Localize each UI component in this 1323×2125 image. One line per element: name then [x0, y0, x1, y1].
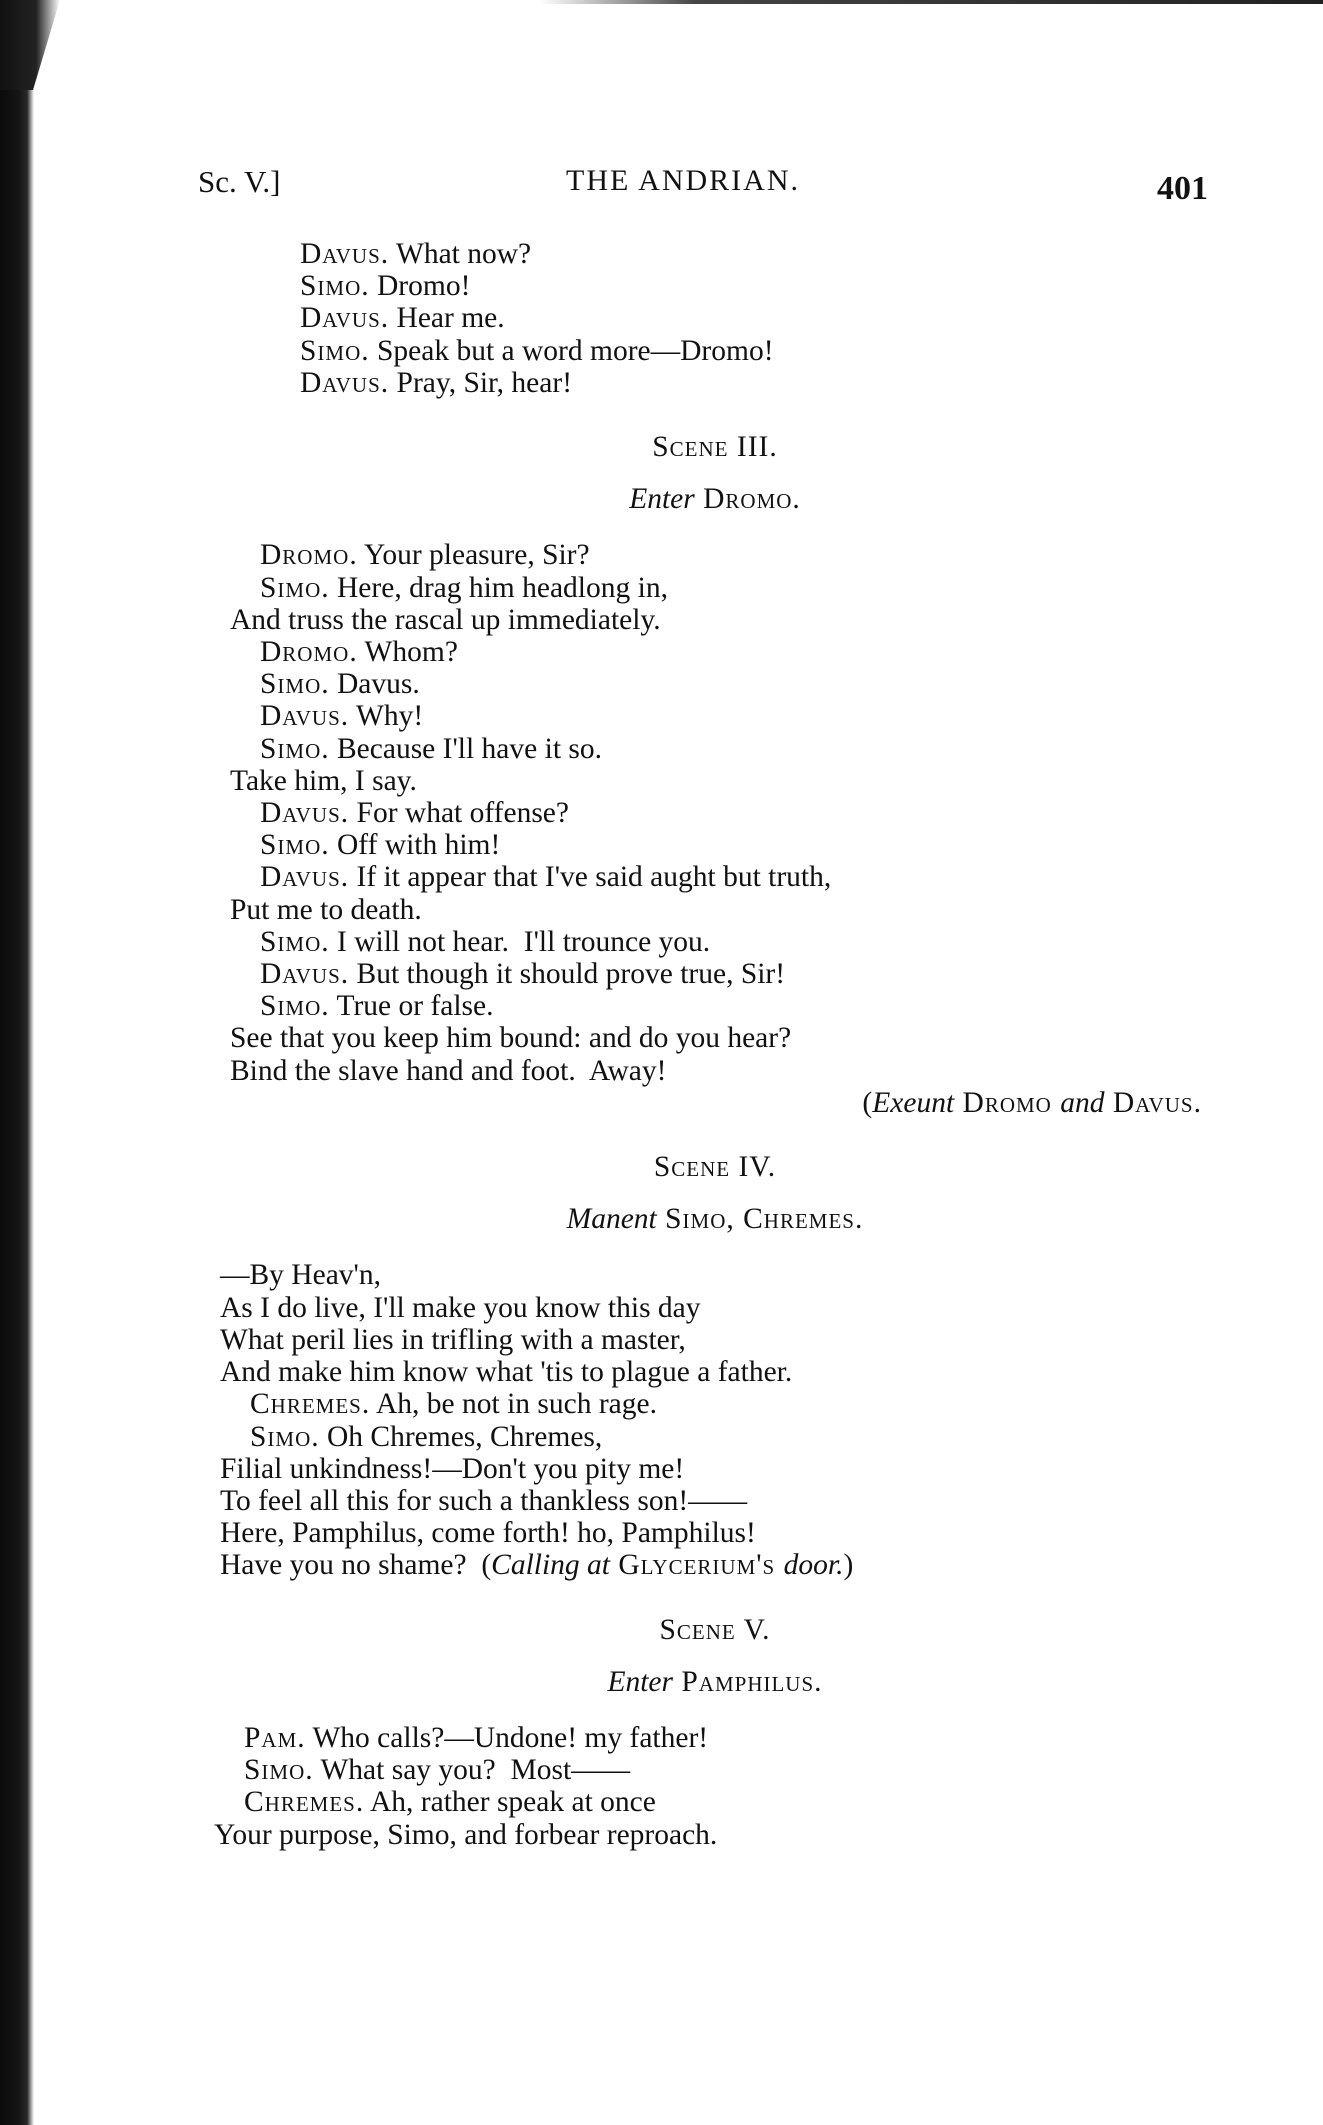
dialogue-line: [230, 861, 1200, 893]
verse-continuation: [230, 1022, 1200, 1054]
line-text: Filial unkindness!—Don't you pity me!: [220, 1452, 685, 1485]
line-text: What peril lies in trifling with a master,: [220, 1323, 686, 1356]
dialogue-block-4: [214, 1722, 1200, 1851]
exit-character: Davus.: [1104, 1086, 1202, 1119]
speaker-name: Davus.: [260, 861, 350, 894]
dialogue-line: [230, 733, 1200, 765]
line-text: Take him, I say.: [230, 764, 417, 797]
speaker-name: Simo.: [260, 571, 330, 604]
speaker-name: Simo.: [260, 990, 330, 1023]
verse-continuation: [230, 765, 1200, 797]
verse-continuation: [230, 1055, 1200, 1087]
paren-close: ): [843, 1549, 854, 1582]
direction-verb: Manent: [566, 1203, 657, 1236]
line-text: Off with him!: [329, 829, 501, 862]
dialogue-line: [220, 1388, 1200, 1420]
speaker-name: Dromo.: [260, 636, 358, 669]
speaker-name: Chremes.: [250, 1388, 371, 1421]
line-text: —By Heav'n,: [220, 1259, 381, 1292]
page-title: THE ANDRIAN.: [566, 164, 800, 197]
line-text: True or false.: [329, 990, 494, 1023]
dialogue-line: [230, 572, 1200, 604]
line-text: Davus.: [329, 668, 420, 701]
section-marker: Sc. V.]: [198, 164, 281, 199]
speaker-name: Simo.: [260, 829, 330, 862]
verse-continuation: [220, 1259, 1200, 1291]
dialogue-line: [220, 1421, 1200, 1453]
dialogue-block-2: [230, 539, 1200, 1119]
line-text: Whom?: [357, 636, 458, 669]
line-text: Here, drag him headlong in,: [329, 571, 668, 604]
speaker-name: Simo.: [244, 1754, 314, 1787]
line-text: Because I'll have it so.: [329, 732, 602, 765]
conjunction: and: [1060, 1086, 1105, 1119]
dialogue-line: [230, 668, 1200, 700]
verse-continuation: [220, 1324, 1200, 1356]
dialogue-line: [214, 1722, 1200, 1754]
dialogue-line: [230, 539, 1200, 571]
verse-continuation: [220, 1517, 1200, 1549]
dialogue-block-3: [220, 1259, 1200, 1581]
line-text: And make him know what 'tis to plague a father.: [220, 1356, 793, 1389]
book-spine-shadow: [0, 0, 34, 2125]
dialogue-line: [214, 1786, 1200, 1818]
paren-open: (: [862, 1086, 873, 1119]
speaker-name: Simo.: [300, 334, 370, 367]
line-text: Speak but a word more—Dromo!: [369, 334, 774, 367]
direction-characters: Simo, Chremes.: [656, 1203, 864, 1236]
direction-verb: Enter: [629, 483, 695, 516]
line-text: Why!: [349, 700, 424, 733]
dialogue-line: [270, 367, 1200, 399]
dialogue-line: [230, 700, 1200, 732]
line-text: Hear me.: [389, 302, 505, 335]
line-text: See that you keep him bound: and do you hear?: [230, 1022, 792, 1055]
exeunt-word: Exeunt: [872, 1086, 955, 1119]
dialogue-block-1: [270, 238, 1200, 399]
line-text: Bind the slave hand and foot. Away!: [230, 1054, 667, 1087]
speaker-name: Davus.: [300, 238, 390, 270]
speaker-name: Davus.: [260, 958, 350, 991]
line-text: For what offense?: [349, 797, 569, 830]
line-text: But though it should prove true, Sir!: [349, 958, 786, 991]
direction-character: Dromo.: [694, 483, 801, 516]
stage-direction: [270, 1203, 1200, 1235]
speaker-name: Davus.: [260, 700, 350, 733]
line-text: To feel all this for such a thankless son!——: [220, 1484, 748, 1517]
line-text: Oh Chremes, Chremes,: [319, 1420, 603, 1453]
stage-direction: [270, 483, 1200, 515]
book-spine-edge: [0, 0, 60, 90]
dialogue-line: [270, 270, 1200, 302]
dialogue-line: [270, 238, 1200, 270]
line-text: Who calls?—Undone! my father!: [305, 1721, 709, 1754]
line-text: And truss the rascal up immediately.: [230, 603, 661, 636]
scene-heading: Scene IV.: [653, 1151, 777, 1184]
scene-heading: Scene V.: [659, 1613, 771, 1646]
speaker-name: Chremes.: [244, 1786, 365, 1819]
verse-continuation: [230, 894, 1200, 926]
verse-continuation: [230, 604, 1200, 636]
line-text: As I do live, I'll make you know this day: [220, 1291, 701, 1324]
speaker-name: Simo.: [260, 925, 330, 958]
speaker-name: Dromo.: [260, 539, 358, 572]
direction-verb: Enter: [607, 1665, 674, 1698]
dialogue-line: [270, 335, 1200, 367]
page-number: 401: [1157, 170, 1208, 207]
calling-line: [220, 1549, 1200, 1581]
speaker-name: Davus.: [300, 366, 390, 399]
verse-continuation: [220, 1485, 1200, 1517]
scene-heading: Scene III.: [652, 431, 778, 464]
dialogue-line: [230, 958, 1200, 990]
speaker-name: Davus.: [260, 797, 350, 830]
line-text: Put me to death.: [230, 893, 422, 926]
running-head: [198, 160, 1208, 210]
line-text: I will not hear. I'll trounce you.: [329, 925, 711, 958]
verse-continuation: [220, 1292, 1200, 1324]
page-top-edge: [540, 0, 1323, 4]
dialogue-line: [214, 1754, 1200, 1786]
direction-character: Pamphilus.: [673, 1665, 823, 1698]
dialogue-line: [230, 990, 1200, 1022]
play-text: [214, 238, 1202, 1851]
speaker-name: Davus.: [300, 302, 390, 335]
verse-continuation: [214, 1819, 1200, 1851]
line-text: Your purpose, Simo, and forbear reproach.: [214, 1818, 718, 1851]
dialogue-line: [230, 926, 1200, 958]
calling-door: door.: [783, 1549, 844, 1582]
line-text: Your pleasure, Sir?: [357, 539, 590, 572]
calling-direction: Calling at: [491, 1549, 610, 1582]
line-text: Ah, rather speak at once: [364, 1786, 656, 1819]
speaker-name: Simo.: [260, 732, 330, 765]
line-text: Ah, be not in such rage.: [370, 1388, 657, 1421]
line-text: Here, Pamphilus, come forth! ho, Pamphilus!: [220, 1517, 756, 1550]
dialogue-line: [230, 636, 1200, 668]
speaker-name: Pam.: [244, 1721, 306, 1754]
exit-character: Dromo: [954, 1086, 1061, 1119]
verse-continuation: [220, 1356, 1200, 1388]
line-text: Have you no shame? (: [220, 1549, 492, 1582]
speaker-name: Simo.: [250, 1420, 320, 1453]
verse-continuation: [220, 1453, 1200, 1485]
dialogue-line: [230, 829, 1200, 861]
line-text: Pray, Sir, hear!: [389, 366, 573, 399]
dialogue-line: [230, 797, 1200, 829]
line-text: What say you? Most——: [313, 1754, 631, 1787]
calling-character: Glycerium's: [610, 1549, 784, 1582]
line-text: If it appear that I've said aught but truth,: [349, 861, 832, 894]
line-text: What now?: [389, 238, 532, 270]
exit-direction: [230, 1087, 1240, 1119]
dialogue-line: [270, 302, 1200, 334]
line-text: Dromo!: [369, 270, 471, 303]
speaker-name: Simo.: [300, 270, 370, 303]
speaker-name: Simo.: [260, 668, 330, 701]
stage-direction: [270, 1666, 1200, 1698]
